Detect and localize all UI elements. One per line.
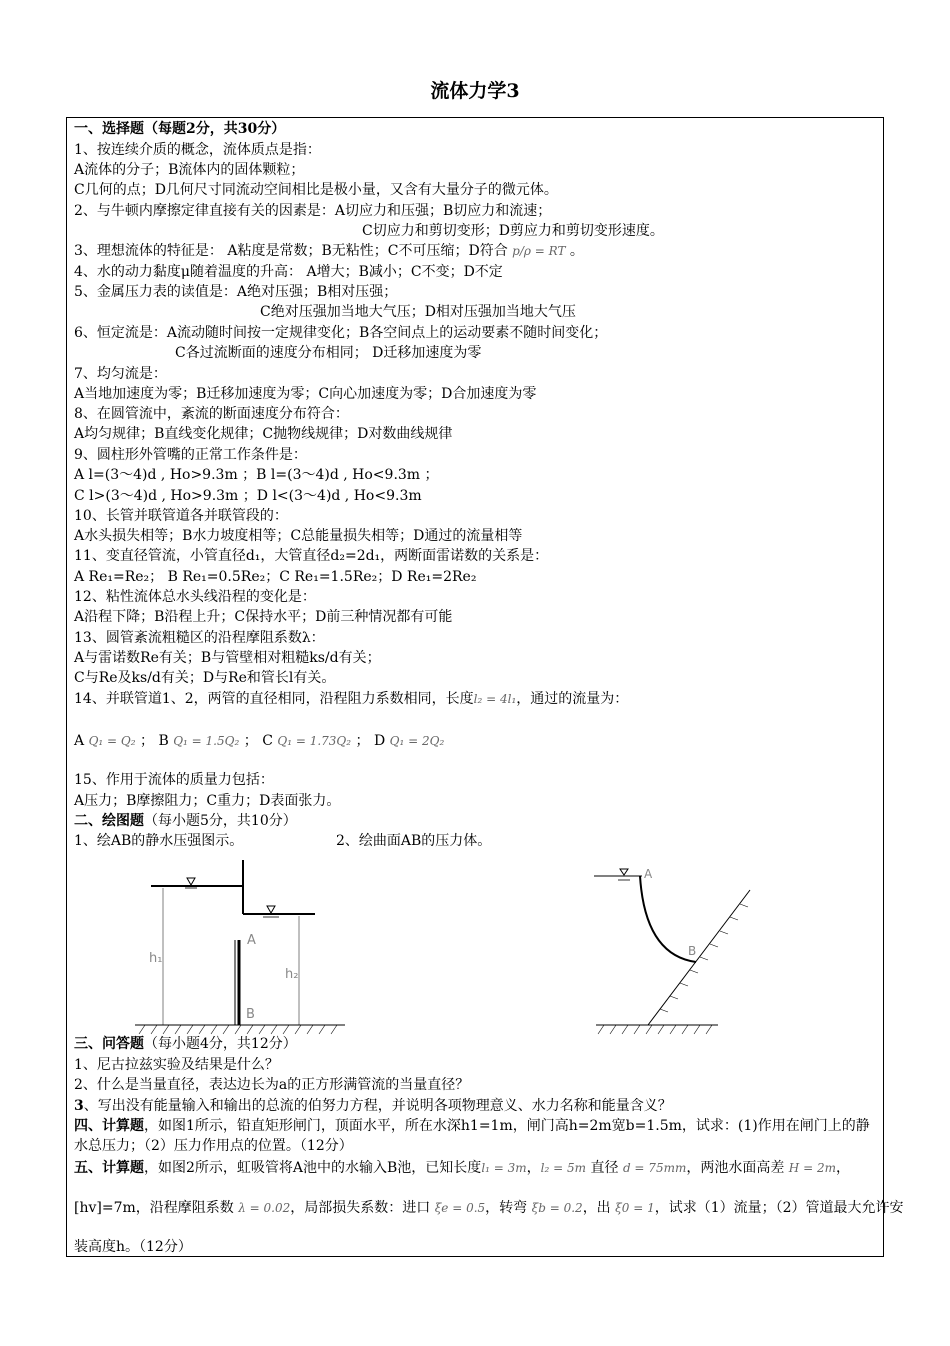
question-1-options-b: C几何的点；D几何尺寸同流动空间相比是极小量，又含有大量分子的微元体。	[74, 182, 558, 198]
calculation-4: 四、计算题，如图1所示，铅直矩形闸门，顶面水平，所在水深h1=1m，闸门高h=2m宽b=1.5m，试求：(1)作用在闸门上的静水总压力；（2）压力作用点的位置。（12分）	[74, 1118, 870, 1154]
calculation-5-line-2: [hv]=7m，沿程摩阻系数 λ = 0.02，局部损失系数：进口 ξe = 0.5，转弯 ξb = 0.2，出 ξ0 = 1，试求（1）流量；（2）管道最大允许安	[74, 1200, 904, 1216]
question-12-options: A沿程下降；B沿程上升；C保持水平；D前三种情况都有可能	[74, 609, 453, 625]
question-14: 14、并联管道1、2，两管的直径相同，沿程阻力系数相同，长度l₂ = 4l₁，通过的流量为：	[74, 691, 629, 707]
section-1-heading: 一、选择题（每题2分，共30分）	[74, 121, 286, 137]
short-answer-1: 1、尼古拉兹实验及结果是什么？	[74, 1057, 279, 1073]
question-5-options-b: C绝对压强加当地大气压；D相对压强加当地大气压	[260, 304, 576, 320]
formula-length-ratio: l₂ = 4l₁	[473, 692, 517, 706]
question-12: 12、粘性流体总水头线沿程的变化是：	[74, 589, 316, 605]
short-answer-2: 2、什么是当量直径，表达边长为a的正方形满管流的当量直径？	[74, 1077, 470, 1093]
question-1-options-a: A流体的分子；B流体内的固体颗粒；	[74, 162, 305, 178]
question-2: 2、与牛顿内摩擦定律直接有关的因素是：A切应力和压强；B切应力和流速；	[74, 203, 552, 219]
section-3-heading: 三、问答题（每小题4分，共12分）	[74, 1036, 297, 1052]
question-9: 9、圆柱形外管嘴的正常工作条件是：	[74, 447, 307, 463]
formula-gas-law: p/ρ = RT	[512, 244, 566, 258]
figure-2-curved-surface	[590, 860, 770, 1040]
figure-1-gate	[135, 850, 365, 1040]
question-10: 10、长管并联管道各并联管段的：	[74, 508, 288, 524]
question-5: 5、金属压力表的读值是：A绝对压强；B相对压强；	[74, 284, 398, 300]
drawing-task-1: 1、绘AB的静水压强图示。	[74, 833, 244, 849]
question-7: 7、均匀流是：	[74, 366, 167, 382]
question-3: 3、理想流体的特征是： A粘度是常数；B无粘性；C不可压缩；D符合 p/ρ = RT 。	[74, 243, 584, 259]
short-answer-3: 3、写出没有能量输入和输出的总流的伯努力方程，并说明各项物理意义、水力名称和能量含义？	[74, 1098, 672, 1114]
page-title: 流体力学3	[430, 80, 520, 102]
question-13: 13、圆管紊流粗糙区的沿程摩阻系数λ：	[74, 630, 325, 646]
question-9-options-b: C l>(3～4)d , Ho>9.3m ；D l<(3～4)d , Ho<9.3m	[74, 488, 422, 504]
question-8: 8、在圆管流中，紊流的断面速度分布符合：	[74, 406, 349, 422]
depth-label-h1: h₁	[149, 951, 163, 966]
calculation-5-line-3: 装高度h。（12分）	[74, 1239, 192, 1255]
question-15-options: A压力；B摩擦阻力；C重力；D表面张力。	[74, 793, 341, 809]
section-2-heading: 二、绘图题（每小题5分，共10分）	[74, 813, 297, 829]
question-10-options: A水头损失相等；B水力坡度相等；C总能量损失相等；D通过的流量相等	[74, 528, 523, 544]
question-8-options: A均匀规律；B直线变化规律；C抛物线规律；D对数曲线规律	[74, 426, 453, 442]
question-7-options: A当地加速度为零；B迁移加速度为零；C向心加速度为零；D合加速度为零	[74, 386, 537, 402]
surface-label-a: A	[644, 867, 653, 881]
question-4: 4、水的动力黏度μ随着温度的升高： A增大；B减小；C不变；D不定	[74, 264, 503, 280]
gate-label-a: A	[247, 933, 256, 948]
question-9-options-a: A l=(3～4)d , Ho>9.3m ；B l=(3～4)d , Ho<9.3m ；	[74, 467, 439, 483]
question-13-options-b: C与Re及ks/d有关；D与Re和管长l有关。	[74, 670, 336, 686]
question-11-options: A Re₁=Re₂； B Re₁=0.5Re₂；C Re₁=1.5Re₂；D Re₁=2Re₂	[74, 569, 477, 585]
question-6: 6、恒定流是：A流动随时间按一定规律变化；B各空间点上的运动要素不随时间变化；	[74, 325, 608, 341]
question-14-options: A Q₁ = Q₂ ； B Q₁ = 1.5Q₂ ； C Q₁ = 1.73Q₂ ； D Q₁ = 2Q₂	[74, 733, 445, 749]
question-13-options-a: A与雷诺数Re有关；B与管壁相对粗糙ks/d有关；	[74, 650, 381, 666]
question-2-options-b: C切应力和剪切变形；D剪应力和剪切变形速度。	[362, 223, 664, 239]
calculation-5-line-1: 五、计算题，如图2所示，虹吸管将A池中的水输入B池，已知长度l₁ = 3m，l₂ = 5m 直径 d = 75mm，两池水面高差 H = 2m，	[74, 1160, 850, 1176]
drawing-task-2: 2、绘曲面AB的压力体。	[336, 833, 492, 849]
surface-label-b: B	[688, 944, 697, 958]
question-1: 1、按连续介质的概念，流体质点是指：	[74, 142, 321, 158]
question-6-options-b: C各过流断面的速度分布相同； D迁移加速度为零	[175, 345, 482, 361]
question-15: 15、作用于流体的质量力包括：	[74, 772, 274, 788]
question-11: 11、变直径管流，小管直径d₁，大管直径d₂=2d₁，两断面雷诺数的关系是：	[74, 548, 549, 564]
depth-label-h2: h₂	[285, 967, 299, 982]
gate-label-b: B	[246, 1007, 255, 1022]
